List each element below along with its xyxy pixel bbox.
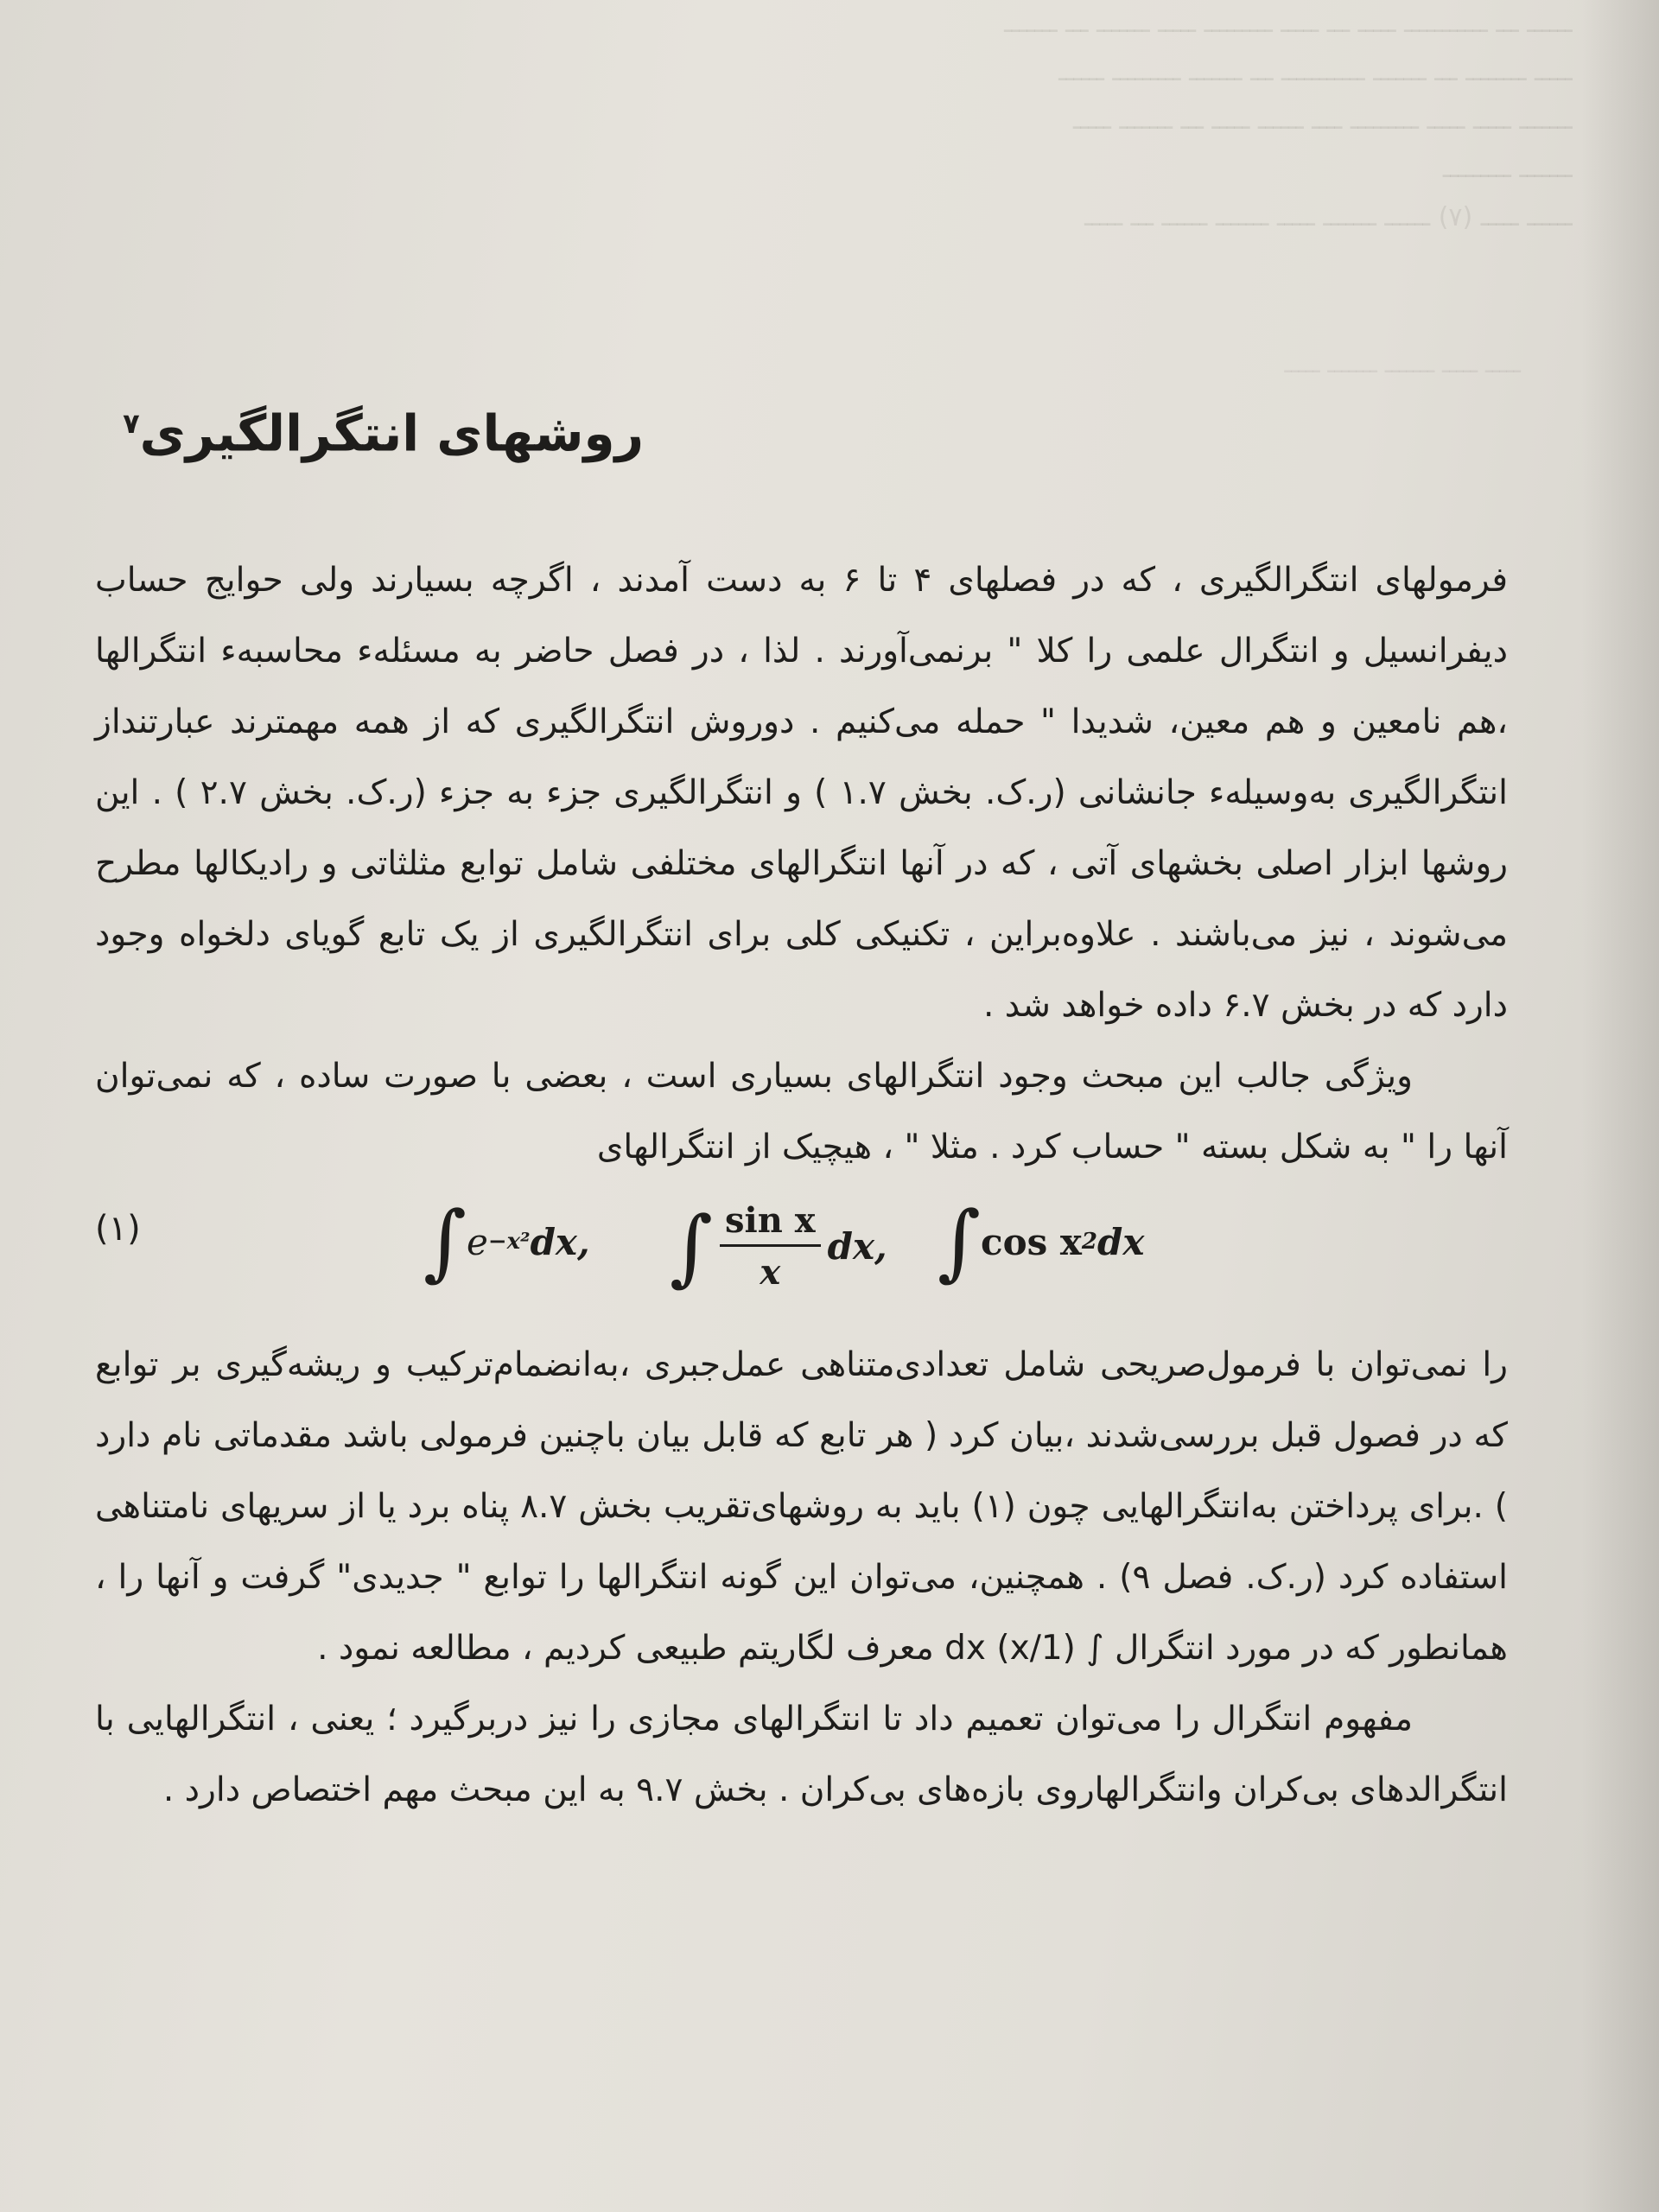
integral-sinc — [670, 1200, 887, 1293]
paragraph-closed-form: ویژگی جالب این مبحث وجود انتگرالهای بسیاری است ، بعضی با صورت ساده ، که نمی‌توان آنها را " به شکل بسته " حساب کرد . مثلا " ، هیچیک از انتگرالهای — [95, 1057, 1508, 1167]
section-title-footnote-mark: ۷ — [123, 407, 140, 440]
fraction-denominator: x — [760, 1252, 781, 1294]
integral-differential: dx — [1097, 1220, 1145, 1263]
bleed-through-text — [104, 0, 1573, 285]
bleed-line: ـــــــ ـــــــــ — [1442, 154, 1573, 184]
page-content — [95, 389, 1508, 1826]
section-title-text: روشهای انتگرالگیری — [139, 404, 644, 463]
integrand-exponent: −x² — [487, 1229, 531, 1255]
integral-differential: dx, — [827, 1225, 887, 1268]
paragraph-elementary-functions: را نمی‌توان با فرمول‌صریحی شامل تعدادی‌متناهی عمل‌جبری ،به‌انضمام‌ترکیب و ریشه‌گیری بر توابع که در فصول قبل بررسی‌شدند ،بیان کرد ( هر تابع که قابل بیان باچنین فرمولی باشد مقدماتی نام دارد ) .برای پرداختن به‌انتگرالهایی چون (۱) باید به روشهای‌تقریب بخش ۸.۷ پناه برد یا از سریهای نامتناهی استفاده کرد (ر.ک. فصل ۹) . همچنین، می‌توان این گونه انتگرالها را توابع " جدیدی" گرفت و آنها را ، همانطور که در مورد انتگرال ∫ (1/x) dx معرف لگاریتم طبیعی کردیم ، مطالعه نمود . — [95, 1345, 1508, 1669]
bleed-line: ـــــــ ـــــ ـــــ ـــــــــ ــــ ــــــ ـــــ ـــ ـــــــ ـــــ — [1072, 105, 1573, 136]
equation-block — [95, 1183, 1508, 1330]
integrand-exponent: 2 — [1081, 1229, 1098, 1255]
section-title — [95, 389, 1508, 467]
integral-exp — [423, 1193, 590, 1291]
integrand-e: e — [467, 1220, 488, 1263]
equation-number: (۱) — [95, 1209, 141, 1249]
integral-sign-icon: ∫ — [670, 1198, 714, 1295]
page-edge-shadow — [1581, 0, 1659, 2212]
integral-differential: dx, — [530, 1220, 590, 1263]
integral-sign-icon: ∫ — [938, 1193, 982, 1291]
fraction-numerator: sin x — [720, 1200, 821, 1247]
integral-sign-icon: ∫ — [423, 1193, 467, 1291]
bleed-line: ــــــ ـــ ـــــــــــ ـــــ ـــ ـــــ ـــــــــ ـــــ ـــــــ ـــ ـــــــ — [1004, 9, 1573, 39]
integral-cos — [938, 1193, 1145, 1291]
fraction — [720, 1200, 821, 1293]
integrand-cos: cos x — [981, 1220, 1082, 1263]
paragraph-intro: فرمولهای انتگرالگیری ، که در فصلهای ۴ تا ۶ به دست آمدند ، اگرچه بسیارند ولی حوایج حساب دیفرانسیل و انتگرال علمی را کلا " برنمی‌آورند . لذا ، در فصل حاضر به مسئلهء محاسبهء انتگرالها ،هم نامعین و هم معین، شدیدا " حمله می‌کنیم . دوروش انتگرالگیری که از همه مهمترند عبارتنداز انتگرالگیری به‌وسیلهء جانشانی (ر.ک. بخش ۱.۷ ) و انتگرالگیری جزء به جزء (ر.ک. بخش ۲.۷ ) . این روشها ابزار اصلی بخشهای آتی ، که در آنها انتگرالهای مختلفی شامل توابع مثلثاتی و رادیکالها مطرح می‌شوند ، نیز می‌باشند . علاوه‌براین ، تکنیکی کلی برای انتگرالگیری از یک تابع گویای دلخواه وجود دارد که در بخش ۶.۷ داده خواهد شد . — [95, 561, 1508, 1026]
bleed-through-text-mid: ـــــ ـــــ ـــــــ ـــــــ ـــــ — [1284, 350, 1521, 378]
paragraph-improper-integrals: مفهوم انتگرال را می‌توان تعمیم داد تا انتگرالهای مجازی را نیز دربرگیرد ؛ یعنی ، انتگرالهایی با انتگرالدهای بی‌کران وانتگرالهاروی بازه‌های بی‌کران . بخش ۹.۷ به این مبحث مهم اختصاص دارد . — [95, 1700, 1508, 1810]
bleed-line: ـــــ ــــــــ ـــ ـــــــ ـــــــــــ ـــ ـــــــ ـــــــــ ــــــ — [1058, 57, 1573, 87]
bleed-line: ــــــ ـــــ (۷) ــــــ ـــــــ ـــــ ـــــــ ــــــ ـــ ـــــ — [1084, 202, 1573, 232]
